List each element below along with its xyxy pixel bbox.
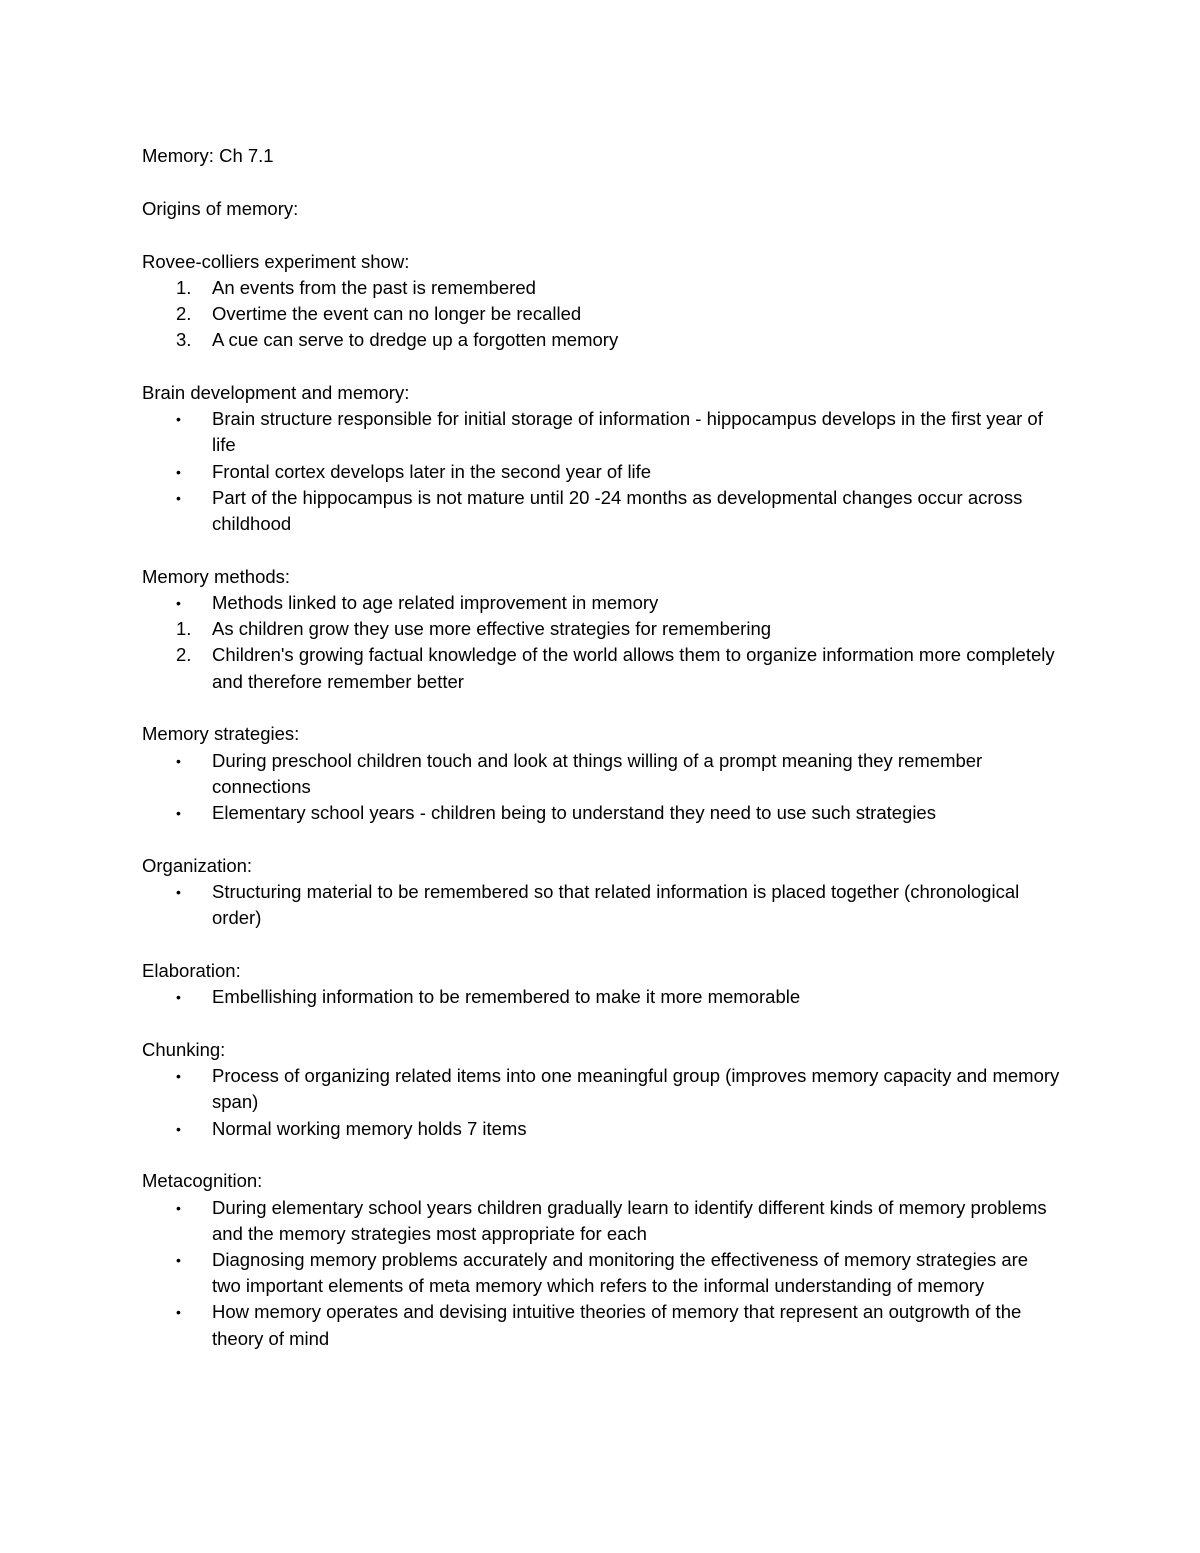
section-heading-elaboration: Elaboration:: [142, 960, 241, 982]
bullet-icon: •: [176, 1120, 181, 1137]
list-item: [142, 1063, 1062, 1115]
list-item: [142, 301, 1062, 327]
list-item-text: Diagnosing memory problems accurately and monitoring the effectiveness of memory strategies are two important elements of meta memory which refers to the informal understanding of memory: [212, 1249, 1029, 1297]
bullet-icon: •: [176, 1199, 181, 1216]
section-heading-chunking: Chunking:: [142, 1039, 226, 1061]
list-item: [142, 642, 1062, 694]
list-item: [142, 1247, 1062, 1299]
section-heading-origins: Origins of memory:: [142, 197, 299, 219]
list-item-text: Process of organizing related items into one meaningful group (improves memory capacity and memory span): [212, 1065, 1060, 1113]
list-item-text: Frontal cortex develops later in the second year of life: [212, 460, 652, 482]
list-item-text: During elementary school years children gradually learn to identify different kinds of memory problems and the memory strategies most appropriate for each: [212, 1196, 1047, 1244]
list-item-text: Elementary school years - children being to understand they need to use such strategies: [212, 802, 936, 824]
list-item: [142, 485, 1062, 537]
bullet-icon: •: [176, 1252, 181, 1269]
list-item: [142, 275, 1062, 301]
list-number: 2.: [176, 303, 192, 324]
bullet-icon: •: [176, 989, 181, 1006]
spacer: [142, 169, 1062, 196]
bullet-icon: •: [176, 884, 181, 901]
spacer: [142, 1010, 1062, 1037]
section-heading-rovee-collier: Rovee-colliers experiment show:: [142, 250, 410, 272]
list-item: [142, 1299, 1062, 1351]
spacer: [142, 353, 1062, 380]
list-item: [142, 1195, 1062, 1247]
list-item-text: Normal working memory holds 7 items: [212, 1117, 527, 1139]
list-number: 1.: [176, 618, 192, 640]
list-item-text: An events from the past is remembered: [212, 276, 536, 298]
list-item: [142, 984, 1062, 1010]
bullet-icon: •: [176, 752, 181, 769]
list-item: [142, 327, 1062, 353]
spacer: [142, 1142, 1062, 1169]
list-number: 3.: [176, 329, 192, 351]
list-item-text: During preschool children touch and look at things willing of a prompt meaning they remember connections: [212, 749, 983, 797]
section-heading-metacognition: Metacognition:: [142, 1170, 263, 1192]
list-item-text: How memory operates and devising intuitive theories of memory that represent an outgrowth of the theory of mind: [212, 1301, 1022, 1349]
bullet-icon: •: [176, 411, 181, 428]
bullet-icon: •: [176, 489, 181, 506]
bullet-icon: •: [176, 595, 181, 612]
list-item-text: Overtime the event can no longer be recalled: [212, 303, 582, 324]
section-heading-memory-strategies: Memory strategies:: [142, 723, 300, 745]
bullet-icon: •: [176, 1068, 181, 1085]
list-number: 1.: [176, 276, 192, 298]
spacer: [142, 537, 1062, 564]
spacer: [142, 222, 1062, 249]
document-title: Memory: Ch 7.1: [142, 145, 274, 166]
list-item: [142, 459, 1062, 485]
spacer: [142, 931, 1062, 958]
list-item-text: Part of the hippocampus is not mature until 20 -24 months as developmental changes occur across childhood: [212, 486, 1023, 535]
list-item-text: As children grow they use more effective strategies for remembering: [212, 618, 772, 640]
list-item-text: Embellishing information to be remembered to make it more memorable: [212, 986, 801, 1008]
section-heading-organization: Organization:: [142, 854, 253, 876]
list-item-text: Methods linked to age related improvement in memory: [212, 592, 659, 614]
list-item-text: Brain structure responsible for initial storage of information - hippocampus develops in the first year of life: [212, 408, 1043, 456]
list-item-text: Children's growing factual knowledge of the world allows them to organize information more completely and therefore remember better: [212, 644, 1055, 692]
list-item: [142, 879, 1062, 931]
section-heading-memory-methods: Memory methods:: [142, 565, 291, 587]
bullet-icon: •: [176, 463, 181, 480]
list-number: 2.: [176, 644, 192, 666]
list-item-text: A cue can serve to dredge up a forgotten memory: [212, 329, 619, 351]
bullet-icon: •: [176, 1304, 181, 1321]
list-item: [142, 406, 1062, 458]
bullet-icon: •: [176, 805, 181, 822]
spacer: [142, 695, 1062, 722]
document-page: [142, 143, 1062, 1352]
section-heading-brain-development: Brain development and memory:: [142, 382, 410, 403]
list-item: [142, 616, 1062, 642]
list-item-text: Structuring material to be remembered so that related information is placed together (chronological order): [212, 881, 1020, 929]
list-item: [142, 800, 1062, 826]
list-item: [142, 748, 1062, 800]
list-item: [142, 590, 1062, 616]
spacer: [142, 826, 1062, 853]
list-item: [142, 1116, 1062, 1142]
